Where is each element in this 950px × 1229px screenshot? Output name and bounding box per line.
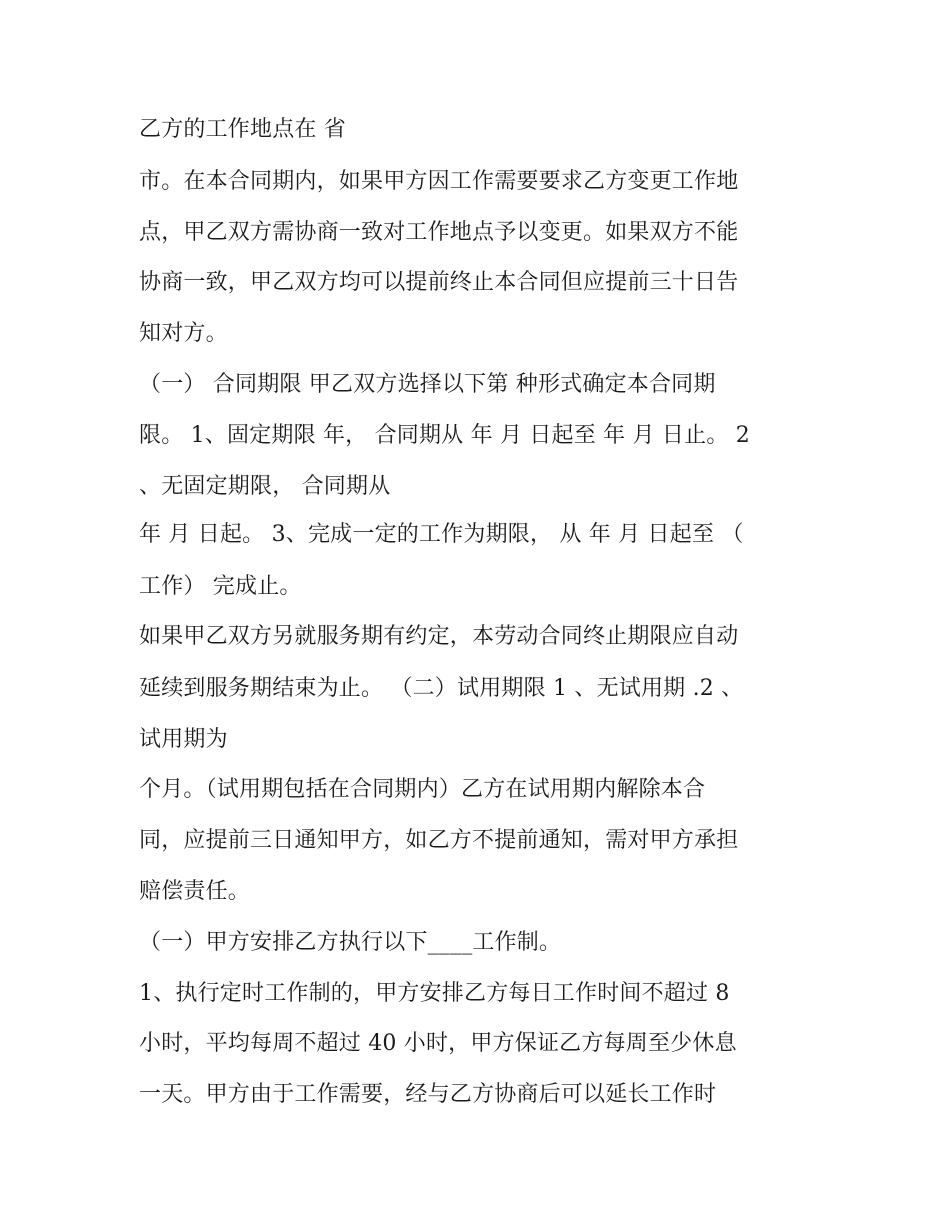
- text-line-14: 个月。（试用期包括在合同期内）乙方在试用期内解除本合: [139, 777, 706, 802]
- text-line-20: 一天。甲方由于工作需要，经与乙方协商后可以延长工作时: [139, 1082, 717, 1107]
- text-line-15: 同，应提前三日通知甲方，如乙方不提前通知，需对甲方承担: [139, 828, 739, 853]
- text-line-19: 小时，平均每周不超过 40 小时，甲方保证乙方每周至少休息: [139, 1031, 737, 1056]
- text-line-8: 、无固定期限， 合同期从: [139, 474, 391, 499]
- text-line-4: 协商一致，甲乙双方均可以提前终止本合同但应提前三十日告: [139, 270, 739, 295]
- text-line-17: （一）甲方安排乙方执行以下____工作制。: [139, 930, 562, 955]
- text-line-5: 知对方。: [139, 321, 228, 346]
- text-line-9: 年 月 日起。 3、完成一定的工作为期限， 从 年 月 日起至 （: [139, 522, 744, 547]
- text-line-10: 工作） 完成止。: [139, 574, 302, 599]
- text-line-16: 赔偿责任。: [139, 879, 251, 904]
- text-line-1: 乙方的工作地点在 省: [139, 117, 346, 142]
- text-line-3: 点，甲乙双方需协商一致对工作地点予以变更。如果双方不能: [139, 220, 739, 245]
- text-line-6: （一） 合同期限 甲乙双方选择以下第 种形式确定本合同期: [139, 372, 716, 397]
- text-line-18: 1、执行定时工作制的，甲方安排乙方每日工作时间不超过 8: [139, 981, 730, 1006]
- text-line-13: 试用期为: [139, 727, 228, 752]
- text-line-7: 限。 1、固定期限 年， 合同期从 年 月 日起至 年 月 日止。 2: [139, 423, 750, 448]
- text-line-12: 延续到服务期结束为止。 （二）试用期限 1 、无试用期 .2 、: [139, 676, 744, 701]
- text-line-11: 如果甲乙双方另就服务期有约定，本劳动合同终止期限应自动: [139, 624, 739, 649]
- text-line-2: 市。在本合同期内，如果甲方因工作需要要求乙方变更工作地: [139, 169, 739, 194]
